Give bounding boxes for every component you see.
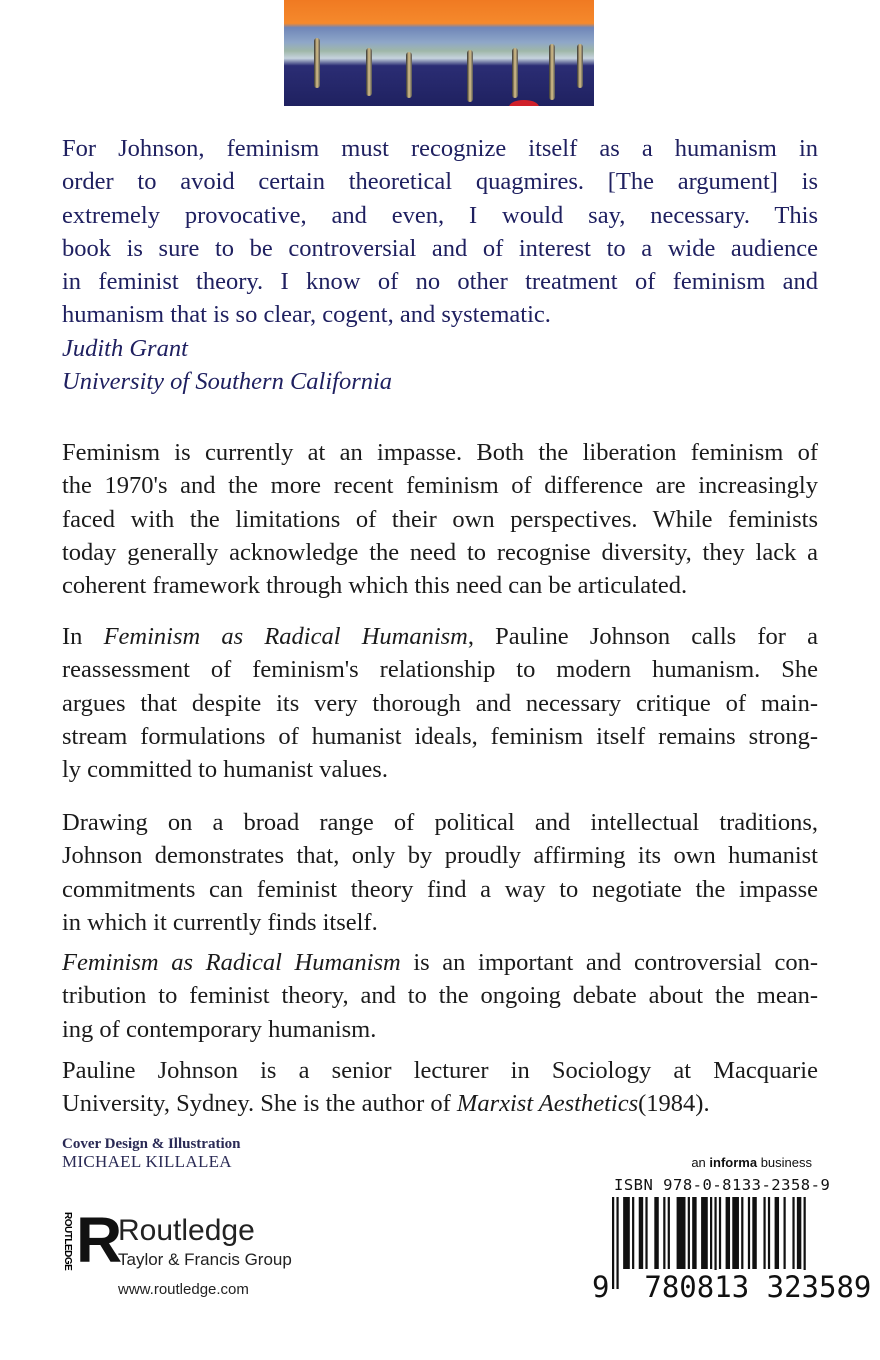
text-segment: Johnson demonstrates that, only by proudly affirming its own humanist	[62, 842, 818, 870]
text-line	[62, 569, 818, 602]
text-segment: Pauline Johnson is a senior lecturer in Sociology at Macquarie	[62, 1057, 818, 1084]
barcode-bar	[688, 1197, 690, 1269]
text-line	[62, 199, 818, 232]
barcode-bar	[719, 1197, 721, 1269]
text-segment: ing of contemporary humanism.	[62, 1015, 377, 1043]
credit-label: Cover Design & Illustration	[62, 1136, 241, 1152]
credit-name: MICHAEL KILLALEA	[62, 1152, 232, 1171]
text-line	[62, 806, 818, 839]
description-paragraph	[62, 620, 818, 786]
text-line	[62, 232, 818, 265]
text-segment: Drawing on a broad range of political and intellectual traditions,	[62, 809, 818, 836]
text-line	[62, 873, 818, 906]
isbn-text: ISBN 978-0-8133-2358-9	[614, 1176, 831, 1194]
text-line	[62, 503, 818, 536]
text-segment: University, Sydney. She is the author of	[62, 1090, 457, 1118]
barcode-bar	[748, 1197, 750, 1269]
text-line	[62, 436, 818, 469]
text-line	[62, 839, 818, 872]
text-line	[62, 536, 818, 569]
text-segment: order to avoid certain theoretical quagmires. [The argument] is	[62, 168, 818, 196]
text-line	[62, 1054, 818, 1087]
description-paragraph	[62, 946, 818, 1046]
text-segment: today generally acknowledge the need to recognise diversity, they lack a	[62, 538, 818, 566]
text-segment: extremely provocative, and even, I would say, necessary. This	[62, 201, 818, 229]
text-line	[62, 1013, 818, 1046]
text-segment: coherent framework through which this need can be articulated.	[62, 572, 688, 600]
publisher-name: Routledge	[118, 1214, 255, 1247]
barcode-bar	[741, 1197, 743, 1269]
informa-prefix: an	[691, 1155, 710, 1170]
text-line	[62, 1087, 818, 1120]
barcode-bar	[763, 1197, 765, 1269]
barcode-bar	[710, 1197, 712, 1269]
text-line	[62, 720, 818, 753]
italic-text: Feminism as Radical Humanism	[62, 949, 401, 976]
barcode-bar	[752, 1197, 756, 1269]
barcode-bar	[663, 1197, 665, 1269]
ean-right-digits: 323589	[766, 1270, 872, 1304]
description-paragraph	[62, 436, 818, 602]
barcode-bar	[797, 1197, 801, 1269]
routledge-r-mark-icon: R	[76, 1204, 123, 1276]
text-segment: (1984).	[638, 1090, 710, 1118]
text-line	[62, 653, 818, 686]
text-segment: commitments can feminist theory find a way to negotiate the impasse	[62, 875, 818, 903]
text-line	[62, 906, 818, 939]
barcode-bar	[792, 1197, 794, 1269]
text-segment: stream formulations of humanist ideals, feminism itself remains strong-	[62, 722, 818, 750]
italic-text: Judith Grant	[62, 334, 188, 362]
text-segment: book is sure to be controversial and of interest to a wide audience	[62, 234, 818, 262]
text-segment: Feminism is currently at an impasse. Both the liberation feminism of	[62, 439, 818, 466]
text-line	[62, 365, 818, 398]
description-paragraph	[62, 806, 818, 939]
publisher-url[interactable]: www.routledge.com	[118, 1281, 249, 1298]
text-segment: For Johnson, feminism must recognize itself as a humanism in	[62, 135, 818, 162]
informa-suffix: business	[757, 1155, 812, 1170]
text-line	[62, 265, 818, 298]
text-segment: is an important and controversial con-	[400, 949, 818, 976]
text-line	[62, 165, 818, 198]
text-segment: humanism that is so clear, cogent, and systematic.	[62, 301, 551, 329]
ean-left-digits: 780813	[644, 1270, 750, 1304]
text-segment: In	[62, 623, 104, 650]
cover-credit	[62, 1135, 240, 1171]
barcode-bar	[654, 1197, 658, 1269]
barcode-bar	[632, 1197, 634, 1269]
author-bio	[62, 1054, 818, 1121]
text-line	[62, 620, 818, 653]
barcode-bar	[645, 1197, 647, 1269]
italic-text: Marxist Aesthetics	[456, 1090, 639, 1118]
barcode-bar	[639, 1197, 643, 1269]
text-segment: faced with the limitations of their own perspectives. While feminists	[62, 505, 818, 533]
text-segment: in feminist theory. I know of no other treatment of feminism and	[62, 268, 818, 296]
barcode-bar	[768, 1197, 770, 1269]
italic-text: University of Southern California	[62, 368, 393, 396]
publisher-group: Taylor & Francis Group	[118, 1250, 292, 1269]
text-segment: reassessment of feminism's relationship to modern humanism. She	[62, 656, 818, 684]
routledge-vertical-text: ROUTLEDGE	[62, 1212, 73, 1271]
ean-first-digit: 9	[592, 1270, 610, 1304]
barcode-bar	[692, 1197, 696, 1269]
text-line	[62, 979, 818, 1012]
barcode-bar	[784, 1197, 786, 1269]
barcode-bar	[701, 1197, 708, 1269]
text-line	[62, 469, 818, 502]
text-segment: argues that despite its very thorough and necessary critique of main-	[62, 689, 818, 717]
text-segment: tribution to feminist theory, and to the ongoing debate about the mean-	[62, 982, 818, 1010]
barcode-bar	[775, 1197, 779, 1269]
endorsement-quote	[62, 132, 818, 398]
text-line	[62, 753, 818, 786]
text-segment: , Pauline Johnson calls for a	[467, 623, 818, 650]
text-line	[62, 132, 818, 165]
informa-brand: informa	[709, 1155, 758, 1170]
text-segment: ly committed to humanist values.	[62, 756, 388, 784]
text-segment: in which it currently finds itself.	[62, 908, 378, 936]
barcode-bar	[726, 1197, 730, 1269]
text-line	[62, 946, 818, 979]
cover-illustration	[284, 0, 594, 106]
informa-tagline	[691, 1155, 812, 1171]
text-line	[62, 298, 818, 331]
barcode-bar	[677, 1197, 686, 1269]
ean-digits	[592, 1270, 871, 1304]
text-line	[62, 687, 818, 720]
barcode-bar	[732, 1197, 739, 1269]
text-line	[62, 332, 818, 365]
barcode-bar	[623, 1197, 630, 1269]
text-segment: the 1970's and the more recent feminism of difference are increasingly	[62, 472, 818, 500]
barcode-bar	[668, 1197, 670, 1269]
italic-text: Feminism as Radical Humanism	[103, 623, 468, 650]
